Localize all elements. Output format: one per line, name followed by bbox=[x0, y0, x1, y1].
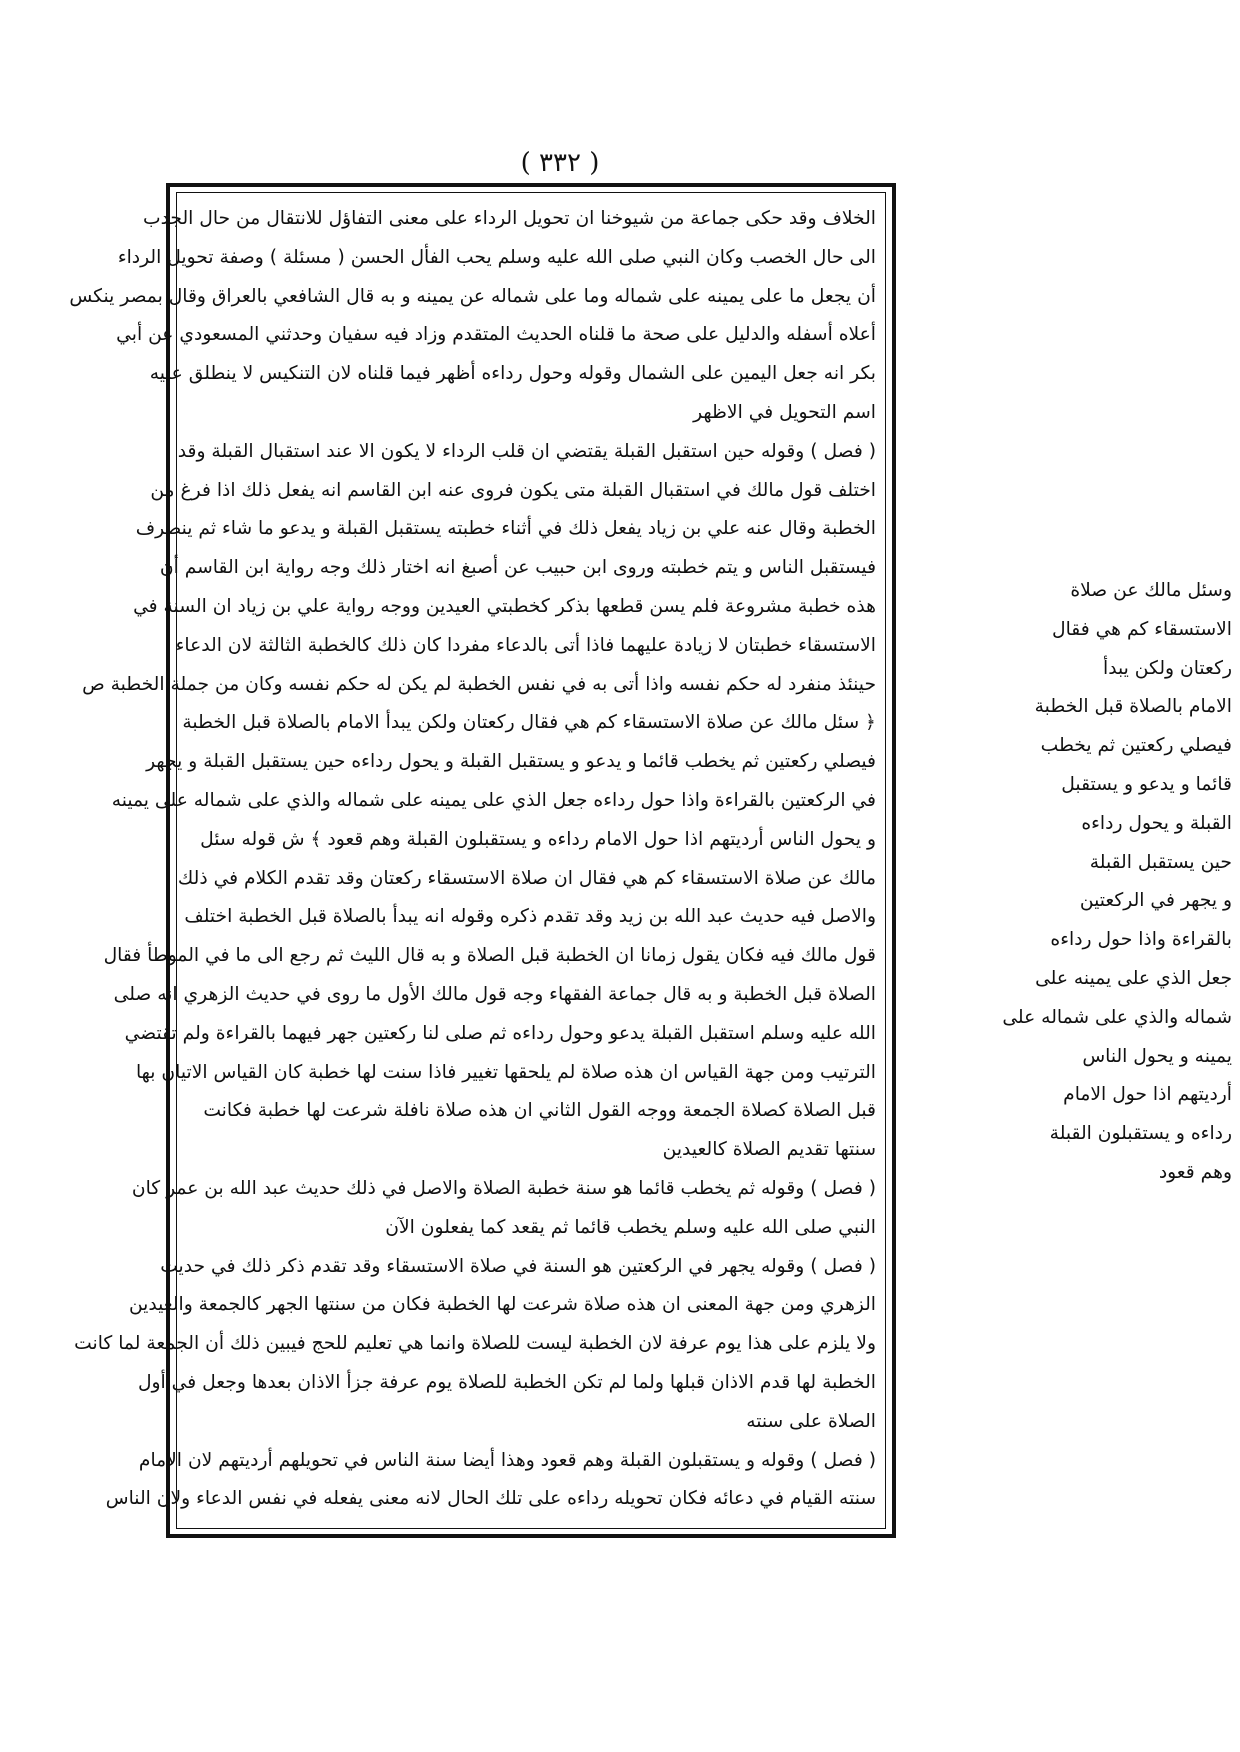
page-number: ( ٣٣٢ ) bbox=[520, 148, 600, 178]
main-text-line: ( فصل ) وقوله يجهر في الركعتين هو السنة في صلاة الاستسقاء وقد تقدم ذكر ذلك في حديث bbox=[160, 1255, 876, 1277]
main-text-line: قول مالك فيه فكان يقول زمانا ان الخطبة قبل الصلاة و به قال الليث ثم رجع الى ما في الموطأ فقال bbox=[103, 945, 876, 967]
margin-text-line: وسئل مالك عن صلاة bbox=[1070, 580, 1232, 601]
main-text-line: ( فصل ) وقوله حين استقبل القبلة يقتضي ان قلب الرداء لا يكون الا عند استقبال القبلة وقد bbox=[177, 440, 876, 462]
margin-text-line: القبلة و يحول رداءه bbox=[1081, 812, 1232, 834]
main-text-line: حينئذ منفرد له حكم نفسه واذا أتى به في نفس الخطبة لم يكن له حكم نفسه وكان من جملة الخطبة ص bbox=[82, 673, 876, 695]
main-text-line: فيصلي ركعتين ثم يخطب قائما و يدعو و يستقبل القبلة و يحول رداءه حين يستقبل القبلة و يجهر bbox=[146, 751, 876, 773]
main-text-line: قبل الصلاة كصلاة الجمعة ووجه القول الثاني ان هذه صلاة نافلة شرعت لها خطبة فكانت bbox=[203, 1100, 876, 1122]
margin-text-line: الاستسقاء كم هي فقال bbox=[1052, 618, 1232, 640]
main-text-line: ( فصل ) وقوله ثم يخطب قائما هو سنة خطبة الصلاة والاصل في ذلك حديث عبد الله بن عمر كان bbox=[131, 1177, 876, 1199]
main-text-line: الله عليه وسلم استقبل القبلة يدعو وحول رداءه ثم صلى لنا ركعتين جهر فيهما بالقراءة ولم تقتضي bbox=[124, 1022, 876, 1044]
margin-text-line: حين يستقبل القبلة bbox=[1089, 851, 1232, 873]
main-text-block bbox=[69, 200, 876, 1520]
margin-text-line: فيصلي ركعتين ثم يخطب bbox=[1040, 735, 1232, 757]
margin-text-line: و يجهر في الركعتين bbox=[1079, 890, 1232, 912]
main-text-line: الترتيب ومن جهة القياس ان هذه صلاة لم يلحقها تغيير فاذا سنت لها خطبة كان القياس الاتيان بها bbox=[135, 1061, 876, 1083]
main-text-line: سنته القيام في دعائه فكان تحويله رداءه على تلك الحال لانه معنى يفعله في نفس الدعاء ولان الناس bbox=[105, 1488, 876, 1510]
main-text-line: مالك عن صلاة الاستسقاء كم هي فقال ان صلاة الاستسقاء ركعتان وقد تقدم الكلام في ذلك bbox=[177, 867, 876, 889]
main-text-line: الخلاف وقد حكى جماعة من شيوخنا ان تحويل الرداء على معنى التفاؤل للانتقال من حال الجدب bbox=[142, 208, 876, 229]
main-text-line: في الركعتين بالقراءة واذا حول رداءه جعل الذي على يمينه على شماله والذي على شماله على يمينه bbox=[111, 789, 876, 811]
main-text-line: بكر انه جعل اليمين على الشمال وقوله وحول رداءه أظهر فيما قلناه لان التنكيس لا ينطلق عليه bbox=[149, 363, 876, 385]
main-text-line: الخطبة لها قدم الاذان قبلها ولما لم تكن الخطبة للصلاة يوم عرفة جزأ الاذان بعدها وجعل في أول bbox=[137, 1371, 876, 1393]
main-text-line: والاصل فيه حديث عبد الله بن زيد وقد تقدم ذكره وقوله انه يبدأ بالصلاة قبل الخطبة اختلف bbox=[184, 906, 876, 928]
main-text-line: ( فصل ) وقوله و يستقبلون القبلة وهم قعود وهذا أيضا سنة الناس في تحويلهم أرديتهم لان الامام bbox=[138, 1449, 876, 1471]
main-text-line: الخطبة وقال عنه علي بن زياد يفعل ذلك في أثناء خطبته يستقبل القبلة و يدعو ما شاء ثم ينصرف bbox=[135, 518, 876, 540]
main-text-line: الى حال الخصب وكان النبي صلى الله عليه وسلم يحب الفأل الحسن ( مسئلة ) وصفة تحويل الرداء bbox=[117, 246, 876, 268]
main-text-line: فيستقبل الناس و يتم خطبته وروى ابن حبيب عن أصبغ انه اختار ذلك وجه رواية ابن القاسم أن bbox=[159, 557, 876, 579]
main-text-line: أن يجعل ما على يمينه على شماله وما على شماله عن يمينه و به قال الشافعي بالعراق وقال بمصر ينكس bbox=[69, 285, 876, 307]
main-text-line: ولا يلزم على هذا يوم عرفة لان الخطبة ليست للصلاة وانما هي تعليم للحج فيبين ذلك أن الجمعة لما كانت bbox=[74, 1333, 876, 1355]
main-text-line: اسم التحويل في الاظهر bbox=[693, 401, 876, 423]
margin-text-line: يمينه و يحول الناس bbox=[1082, 1045, 1232, 1067]
main-text-line: ﴿ سئل مالك عن صلاة الاستسقاء كم هي فقال ركعتان ولكن يبدأ الامام بالصلاة قبل الخطبة bbox=[182, 712, 876, 734]
margin-text-block bbox=[900, 572, 1232, 1183]
main-text-line: الاستسقاء خطبتان لا زيادة عليهما فاذا أتى بالدعاء مفردا كان ذلك كالخطبة الثالثة لان الدعاء bbox=[175, 634, 876, 656]
main-text-line: الزهري ومن جهة المعنى ان هذه صلاة شرعت لها الخطبة فكان من سنتها الجهر كالجمعة والعيدين bbox=[128, 1294, 876, 1316]
main-text-line: سنتها تقديم الصلاة كالعيدين bbox=[662, 1139, 876, 1161]
margin-text-line: الامام بالصلاة قبل الخطبة bbox=[1034, 696, 1232, 718]
margin-text-line: وهم قعود bbox=[1158, 1161, 1232, 1183]
margin-text-line: رداءه و يستقبلون القبلة bbox=[1049, 1123, 1232, 1145]
main-text-line: أعلاه أسفله والدليل على صحة ما قلناه الحديث المتقدم وزاد فيه سفيان وحدثني المسعودي عن أبي bbox=[116, 324, 876, 346]
margin-text-line: جعل الذي على يمينه على bbox=[1035, 967, 1232, 989]
main-text-line: النبي صلى الله عليه وسلم يخطب قائما ثم يقعد كما يفعلون الآن bbox=[385, 1216, 876, 1238]
margin-text-line: بالقراءة واذا حول رداءه bbox=[1050, 929, 1232, 951]
main-text-line: الصلاة قبل الخطبة و به قال جماعة الفقهاء وجه قول مالك الأول ما روى في حديث الزهري انه صلى bbox=[113, 983, 876, 1005]
margin-text-line: قائما و يدعو و يستقبل bbox=[1061, 773, 1232, 795]
margin-text-line: شماله والذي على شماله على bbox=[1002, 1006, 1232, 1028]
main-text-line: اختلف قول مالك في استقبال القبلة متى يكون فروى عنه ابن القاسم انه يفعل ذلك اذا فرغ من bbox=[150, 479, 876, 501]
margin-text-line: أرديتهم اذا حول الامام bbox=[1063, 1084, 1232, 1106]
main-text-line: و يحول الناس أرديتهم اذا حول الامام رداءه و يستقبلون القبلة وهم قعود ﴾ ش قوله سئل bbox=[200, 828, 876, 850]
main-text-line: الصلاة على سنته bbox=[746, 1410, 876, 1432]
margin-text-line: ركعتان ولكن يبدأ bbox=[1103, 657, 1232, 679]
main-text-line: هذه خطبة مشروعة فلم يسن قطعها بذكر كخطبتي العيدين ووجه رواية علي بن زياد ان السنة في bbox=[133, 595, 876, 617]
